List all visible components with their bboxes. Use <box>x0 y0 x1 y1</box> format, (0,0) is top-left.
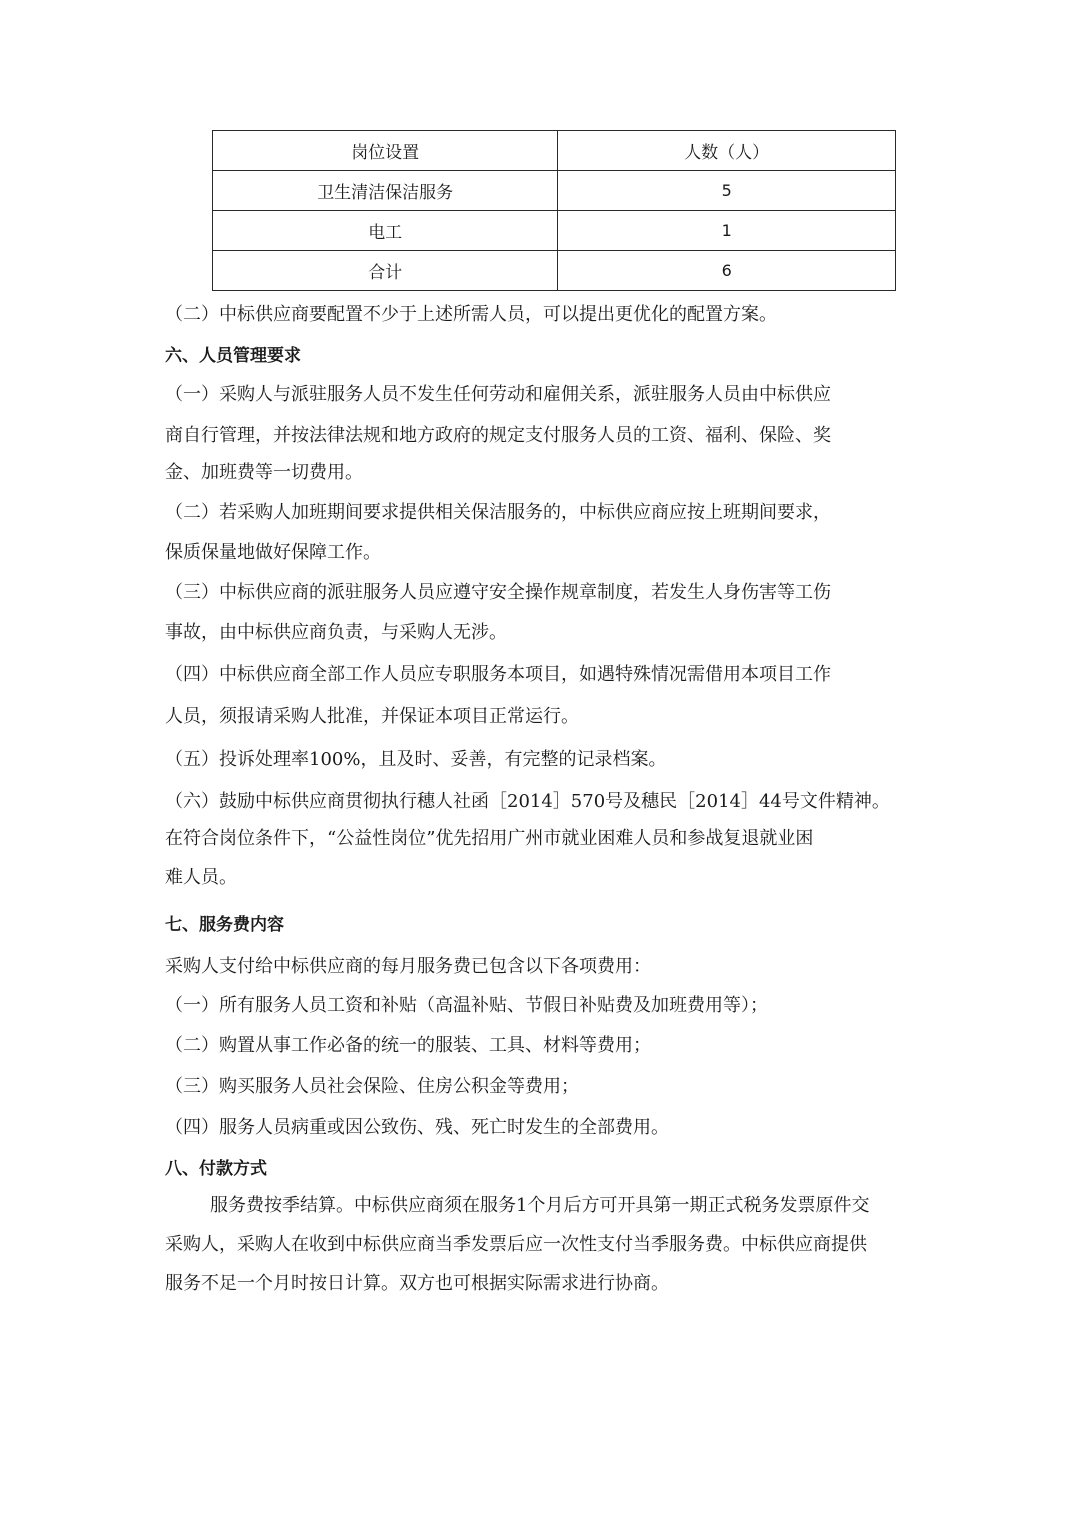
paragraph-line: （六）鼓励中标供应商贯彻执行穗人社函［2014］570号及穗民［2014］44号文件精神。 <box>165 791 890 812</box>
paragraph-line: 服务不足一个月时按日计算。双方也可根据实际需求进行协商。 <box>165 1273 669 1294</box>
table-header-cell: 岗位设置 <box>213 131 558 171</box>
paragraph-line: 在符合岗位条件下，“公益性岗位”优先招用广州市就业困难人员和参战复退就业困 <box>165 828 814 849</box>
paragraph-line: 保质保量地做好保障工作。 <box>165 542 381 563</box>
paragraph-line: 服务费按季结算。中标供应商须在服务1个月后方可开具第一期正式税务发票原件交 <box>210 1195 870 1216</box>
paragraph-line: 商自行管理，并按法律法规和地方政府的规定支付服务人员的工资、福利、保险、奖 <box>165 425 831 446</box>
table-cell: 5 <box>558 171 896 211</box>
paragraph-line: （五）投诉处理率100%，且及时、妥善，有完整的记录档案。 <box>165 749 667 770</box>
table-header-cell: 人数（人） <box>558 131 896 171</box>
paragraph-line: （一）所有服务人员工资和补贴（高温补贴、节假日补贴费及加班费用等）； <box>165 995 768 1016</box>
table-row <box>213 211 896 251</box>
paragraph-line: （一）采购人与派驻服务人员不发生任何劳动和雇佣关系，派驻服务人员由中标供应 <box>165 384 831 405</box>
paragraph-line: （四）中标供应商全部工作人员应专职服务本项目，如遇特殊情况需借用本项目工作 <box>165 664 831 685</box>
paragraph-line: 事故，由中标供应商负责，与采购人无涉。 <box>165 622 507 643</box>
paragraph-line: （三）购买服务人员社会保险、住房公积金等费用； <box>165 1076 579 1097</box>
table-header-row <box>213 131 896 171</box>
section-heading: 六、人员管理要求 <box>165 346 301 366</box>
table-cell: 1 <box>558 211 896 251</box>
table-cell: 卫生清洁保洁服务 <box>213 171 558 211</box>
table-row <box>213 251 896 291</box>
paragraph-line: 人员，须报请采购人批准，并保证本项目正常运行。 <box>165 706 579 727</box>
staffing-table <box>212 130 896 291</box>
table-row <box>213 171 896 211</box>
table-cell: 电工 <box>213 211 558 251</box>
table-cell: 6 <box>558 251 896 291</box>
section-heading: 七、服务费内容 <box>165 915 284 935</box>
paragraph-line: 难人员。 <box>165 867 237 888</box>
paragraph-line: 采购人，采购人在收到中标供应商当季发票后应一次性支付当季服务费。中标供应商提供 <box>165 1234 867 1255</box>
paragraph-line: （二）购置从事工作必备的统一的服装、工具、材料等费用； <box>165 1035 651 1056</box>
paragraph-line: （四）服务人员病重或因公致伤、残、死亡时发生的全部费用。 <box>165 1117 669 1138</box>
section-heading: 八、付款方式 <box>165 1159 267 1179</box>
paragraph-line: （三）中标供应商的派驻服务人员应遵守安全操作规章制度，若发生人身伤害等工伤 <box>165 582 831 603</box>
paragraph-line: 金、加班费等一切费用。 <box>165 462 363 483</box>
paragraph-line: 采购人支付给中标供应商的每月服务费已包含以下各项费用： <box>165 956 651 977</box>
paragraph-line: （二）中标供应商要配置不少于上述所需人员，可以提出更优化的配置方案。 <box>165 304 777 325</box>
paragraph-line: （二）若采购人加班期间要求提供相关保洁服务的，中标供应商应按上班期间要求， <box>165 502 831 523</box>
table-cell: 合计 <box>213 251 558 291</box>
